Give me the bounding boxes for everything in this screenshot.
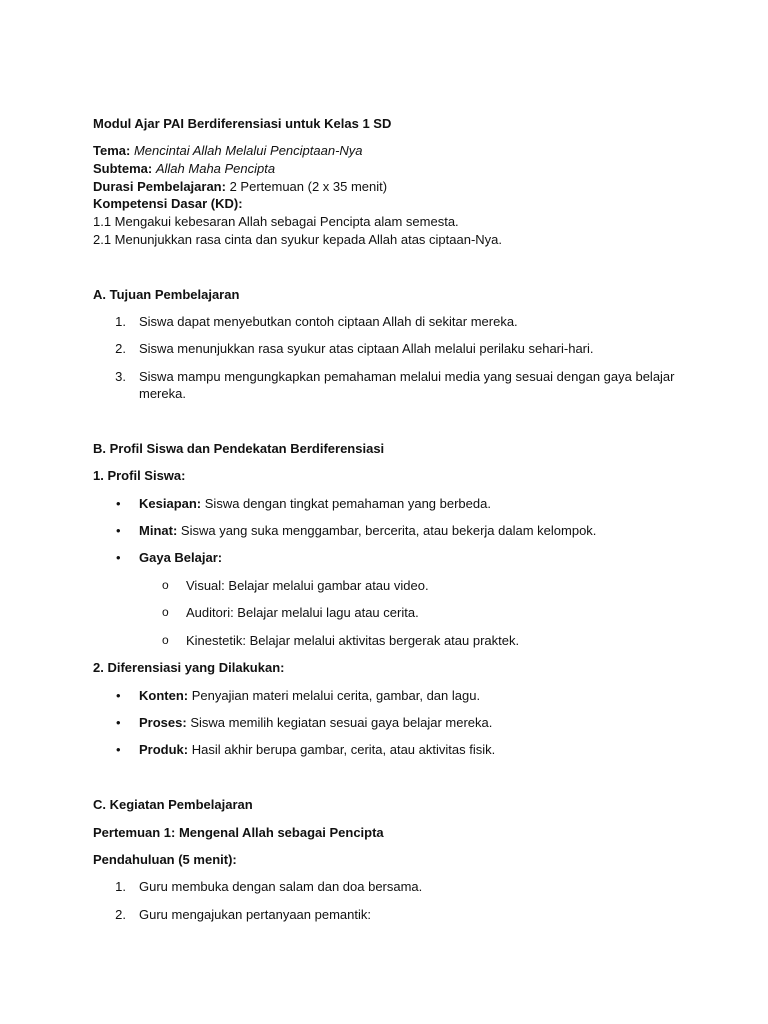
tema-line bbox=[93, 142, 363, 159]
sub-list-item: Visual: Belajar melalui gambar atau video. bbox=[186, 578, 429, 593]
list-number: 2. bbox=[115, 907, 126, 922]
item-label: Gaya Belajar: bbox=[139, 550, 223, 565]
item-label: Konten: bbox=[139, 688, 189, 703]
list-item bbox=[139, 522, 596, 539]
list-item-text: Siswa menunjukkan rasa syukur atas ciptaan Allah melalui perilaku sehari-hari. bbox=[139, 341, 594, 356]
list-item-text: Guru mengajukan pertanyaan pemantik: bbox=[139, 907, 371, 922]
bullet-icon: • bbox=[116, 496, 121, 511]
sub-list-item: Auditori: Belajar melalui lagu atau cerita. bbox=[186, 605, 419, 620]
item-label: Proses: bbox=[139, 715, 187, 730]
tema-value: Mencintai Allah Melalui Penciptaan-Nya bbox=[133, 143, 363, 158]
item-label: Kesiapan: bbox=[139, 496, 202, 511]
durasi-value: 2 Pertemuan (2 x 35 menit) bbox=[229, 179, 388, 194]
subtema-label: Subtema: bbox=[93, 161, 153, 176]
circle-bullet-icon: o bbox=[162, 605, 169, 619]
bullet-icon: • bbox=[116, 715, 121, 730]
list-item-text: Siswa dapat menyebutkan contoh ciptaan Allah di sekitar mereka. bbox=[139, 314, 518, 329]
kd-item: 2.1 Menunjukkan rasa cinta dan syukur kepada Allah atas ciptaan-Nya. bbox=[93, 232, 503, 247]
list-item-text: Siswa mampu mengungkapkan pemahaman melalui media yang sesuai dengan gaya belajar mereka. bbox=[139, 369, 675, 401]
durasi-label: Durasi Pembelajaran: bbox=[93, 179, 226, 194]
list-item bbox=[139, 495, 491, 512]
item-text: Siswa yang suka menggambar, bercerita, atau bekerja dalam kelompok. bbox=[180, 523, 597, 538]
subtema-value: Allah Maha Pencipta bbox=[155, 161, 276, 176]
section-c-heading: C. Kegiatan Pembelajaran bbox=[93, 797, 253, 812]
bullet-icon: • bbox=[116, 742, 121, 757]
item-text: Siswa memilih kegiatan sesuai gaya belajar mereka. bbox=[190, 715, 493, 730]
item-text: Hasil akhir berupa gambar, cerita, atau aktivitas fisik. bbox=[191, 742, 496, 757]
list-number: 3. bbox=[115, 369, 126, 384]
circle-bullet-icon: o bbox=[162, 578, 169, 592]
list-number: 1. bbox=[115, 879, 126, 894]
sub-list-item: Kinestetik: Belajar melalui aktivitas bergerak atau praktek. bbox=[186, 633, 520, 648]
list-item bbox=[139, 741, 495, 758]
diferensiasi-heading: 2. Diferensiasi yang Dilakukan: bbox=[93, 660, 285, 675]
section-a-heading: A. Tujuan Pembelajaran bbox=[93, 287, 240, 302]
item-label: Minat: bbox=[139, 523, 178, 538]
pendahuluan-heading: Pendahuluan (5 menit): bbox=[93, 852, 237, 867]
list-item bbox=[139, 549, 222, 566]
circle-bullet-icon: o bbox=[162, 633, 169, 647]
bullet-icon: • bbox=[116, 523, 121, 538]
list-item bbox=[139, 687, 480, 704]
bullet-icon: • bbox=[116, 550, 121, 565]
bullet-icon: • bbox=[116, 688, 121, 703]
item-text: Siswa dengan tingkat pemahaman yang berbeda. bbox=[204, 496, 491, 511]
list-number: 2. bbox=[115, 341, 126, 356]
subtema-line bbox=[93, 160, 275, 177]
pertemuan-heading: Pertemuan 1: Mengenal Allah sebagai Pencipta bbox=[93, 825, 384, 840]
list-item-text: Guru membuka dengan salam dan doa bersama. bbox=[139, 879, 423, 894]
profil-heading: 1. Profil Siswa: bbox=[93, 468, 186, 483]
section-b-heading: B. Profil Siswa dan Pendekatan Berdiferensiasi bbox=[93, 441, 385, 456]
item-label: Produk: bbox=[139, 742, 189, 757]
kd-label: Kompetensi Dasar (KD): bbox=[93, 196, 243, 211]
document-title: Modul Ajar PAI Berdiferensiasi untuk Kelas 1 SD bbox=[93, 116, 392, 131]
kd-item: 1.1 Mengakui kebesaran Allah sebagai Pencipta alam semesta. bbox=[93, 214, 459, 229]
durasi-line bbox=[93, 178, 387, 195]
list-number: 1. bbox=[115, 314, 126, 329]
tema-label: Tema: bbox=[93, 143, 131, 158]
list-item bbox=[139, 714, 492, 731]
item-text: Penyajian materi melalui cerita, gambar, dan lagu. bbox=[191, 688, 481, 703]
